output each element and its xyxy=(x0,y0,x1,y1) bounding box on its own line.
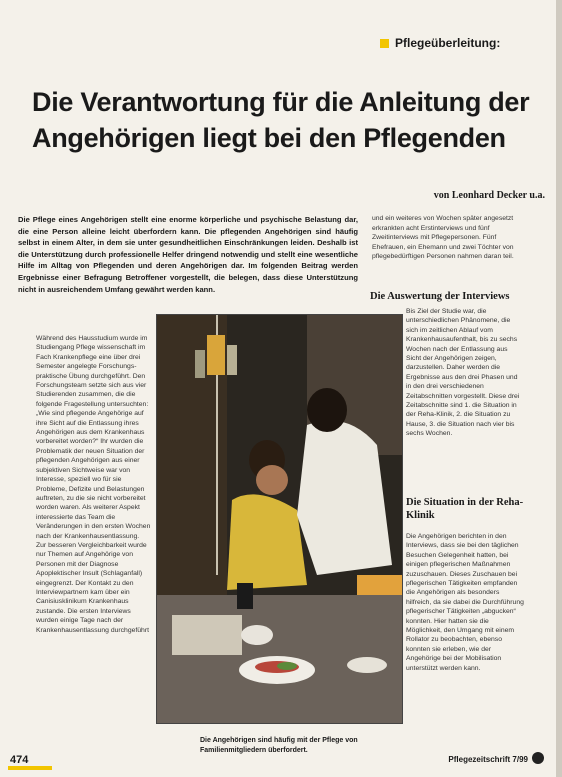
journal-footer: Pflegezeitschrift 7/99 xyxy=(448,755,528,764)
section-tag xyxy=(380,36,500,50)
subheading-auswertung: Die Auswertung der Interviews xyxy=(370,291,510,302)
subheading-reha-klinik: Die Situation in der Reha-Klinik xyxy=(406,497,524,521)
yellow-square-icon xyxy=(380,39,389,48)
left-column-text: Während des Hausstudium wurde im Studiengang Pflege wissenschaft im Fach Krankenpflege eine über drei Semester angelegte Forschungs-praktische Übung durchgeführt. Den Forschungsteam setzte sich aus vier Studierenden zusammen, die die folgende Fragestellung untersuchten: „Wie sind pflegende Angehörige auf ihre Sicht auf die Entlassung ihres Angehörigen aus dem Krankenhaus vorbereitet worden?“ Ihr wurden die Problematik der neuen Situation der pflegenden Angehörigen aus einer subjektiven Sichtweise war von Interesse, speziell wo für sie Probleme, Defizite und Belastungen auftreten, zu die sie nicht vorbereitet worden waren. Als weiterer Aspekt interessierte das Team die Veränderungen in den ersten Wochen nach der Krankenhausentlassung. Zur besseren Vergleichbarkeit wurde nur Themen auf Angehörige von Personen mit der Diagnose Apoplektischer Insult (Schlaganfall) eingegrenzt. Der Kontakt zu den Interviewpartnern kam über ein Canisiusklinikum Krankenhaus zustande. Die ersten Interviews wurden einige Tage nach der Krankenhausentlassung durchgeführt xyxy=(36,335,151,634)
right-column-text-1: Bis Ziel der Studie war, die unterschiedlichen Phänomene, die sich im zeitlichen Ablauf vom Krankenhausaufenthalt, bis zu sechs Wochen nach der Entlassung aus Sicht der Angehörigen zeigen, darzustellen. Daher werden die Ergebnisse aus den drei Phasen und in den drei verschiedenen Zeitabschnitten vorgestellt. Diese drei Zeitabschnitte sind 1. die Situation in der Reha-Klinik, 2. die Situation zu Hause, 3. die Situation nach vier bis sechs Wochen. xyxy=(406,308,520,438)
hospital-scene-image xyxy=(157,315,402,723)
right-column-top: und ein weiteres von Wochen später angesetzt erkrankten acht Erstinterviews und fünf Zweitinterviews mit Pflegepersonen. Fünf Ehefrauen, ein Ehemann und zwei Töchter von pflegebedürftigen Personen nahmen daran teil. xyxy=(372,215,514,261)
section-label: Pflegeüberleitung: xyxy=(395,36,501,50)
page-number-bar xyxy=(8,766,52,770)
article-title: Die Verantwortung für die Anleitung der Angehörigen liegt bei den Pflegenden xyxy=(32,87,530,153)
article-lead: Die Pflege eines Angehörigen stellt eine enorme körperliche und psychische Belastung dar, die eine Person alleine leicht überfordern kann. Die pflegenden Angehörigen sind häufig selbst in einem Alter, in dem sie unter gesundheitlichen Einschränkungen leiden. Deshalb ist die Unterstützung durch professionelle Helfer dringend notwendig und stellt eine wesentliche Hilfe im Alltag von Pflegenden und deren Angehörigen dar. Im folgenden Beitrag werden Ergebnisse einer Befragung Betroffener vorgestellt, die belegen, dass diese Unterstützung nicht in ausreichendem Umfang gewährt werden kann. xyxy=(18,215,358,294)
photo-caption: Die Angehörigen sind häufig mit der Pflege von Familienmitgliedern überfordert. xyxy=(200,737,358,754)
scan-edge xyxy=(556,0,562,777)
article-byline: von Leonhard Decker u.a. xyxy=(433,190,545,201)
journal-logo-icon xyxy=(532,752,544,764)
page-number: 474 xyxy=(10,754,29,766)
right-column-text-2: Die Angehörigen berichten in den Interviews, dass sie bei den täglichen Besuchen Gelegenheit hatten, bei einigen pflegerischen Maßnahmen zuzuschauen. Dieses Zuschauen bei pflegerischen Tätigkeiten empfanden die Angehörigen als besonders hilfreich, da sie dabei die Durchführung pflegerischer Tätigkeiten „abgucken“ konnten. Hier hatten sie die Möglichkeit, den Umgang mit einem Rollator zu beobachten, ebenso konnten sie erleben, wie der Angehörige bei der Mobilisation unterstützt werden kann. xyxy=(406,533,524,672)
article-photo xyxy=(156,314,403,724)
